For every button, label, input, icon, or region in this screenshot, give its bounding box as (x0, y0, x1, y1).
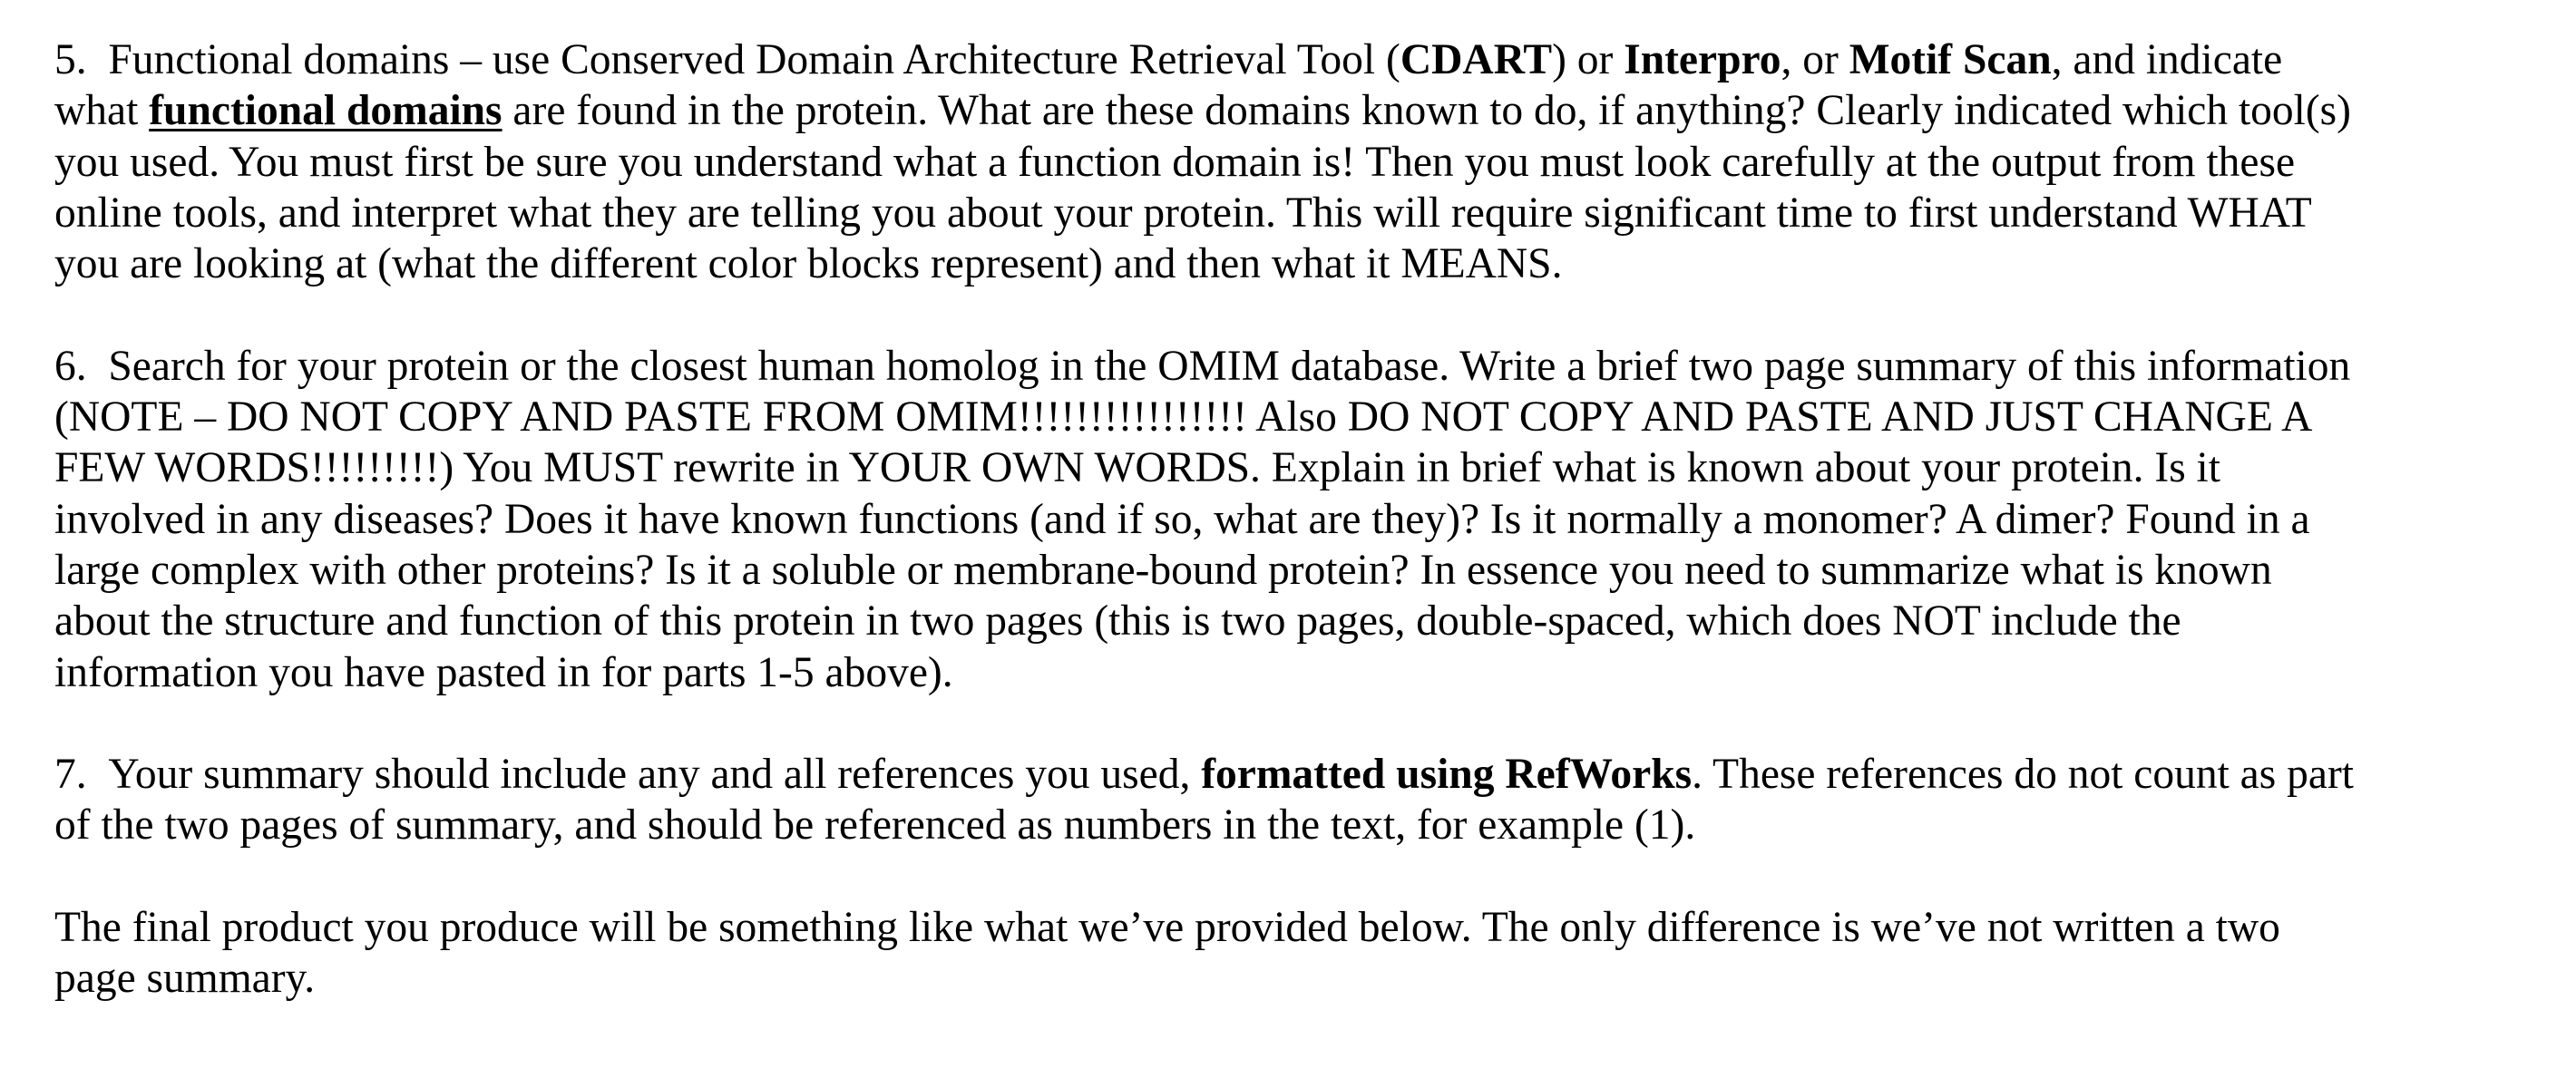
item-6-paragraph (54, 341, 2540, 698)
document-page (54, 34, 2540, 1005)
item-5-text-e: , or (1781, 36, 1849, 83)
item-7-paragraph (54, 749, 2540, 851)
item-6-text-1: Search for your protein or the closest human homolog in the OMIM database. Write a brief two page summary of this information (108, 342, 2351, 390)
item-7-text-a: Your summary should include any and all references you used, (108, 751, 1202, 799)
closing-line-2: page summary. (54, 955, 316, 1003)
item-7-text-c: . These references do not count as part (1692, 751, 2354, 799)
item-7-line-1 (54, 749, 2540, 800)
item-6-line-7: information you have pasted in for parts 1-5 above). (54, 648, 953, 696)
closing-paragraph (54, 902, 2540, 1005)
item-6-line-4: involved in any diseases? Does it have known functions (and if so, what are they)? Is it normally a monomer? A dimer? Found in a (54, 495, 2310, 543)
item-7-number: 7. (54, 751, 87, 799)
item-5-text-a: Functional domains – use Conserved Domain Architecture Retrieval Tool ( (108, 36, 1400, 83)
item-5-text-what: what (54, 87, 150, 135)
item-5-number: 5. (54, 36, 87, 83)
item-5-text-rest: are found in the protein. What are these domains known to do, if anything? Clearly indicated which tool(s) (502, 87, 2351, 135)
interpro-term: Interpro (1624, 36, 1781, 83)
cdart-term: CDART (1400, 36, 1553, 83)
item-6-line-5: large complex with other proteins? Is it a soluble or membrane-bound protein? In essence you need to summarize what is known (54, 546, 2272, 594)
item-5-line-3: you used. You must first be sure you understand what a function domain is! Then you must look carefully at the output from these (54, 138, 2296, 186)
item-5-line-4: online tools, and interpret what they are telling you about your protein. This will require significant time to first understand WHAT (54, 189, 2312, 237)
item-6-line-1 (54, 341, 2540, 392)
item-5-text-c: ) or (1552, 36, 1625, 83)
refworks-term: formatted using RefWorks (1201, 751, 1693, 799)
item-5-line-5: you are looking at (what the different color blocks represent) and then what it MEANS. (54, 240, 1563, 288)
motif-scan-term: Motif Scan (1849, 36, 2052, 83)
functional-domains-term: functional domains (149, 87, 503, 135)
closing-line-1: The final product you produce will be something like what we’ve provided below. The only difference is we’ve not written a two (54, 904, 2280, 952)
item-6-line-3: FEW WORDS!!!!!!!!!) You MUST rewrite in YOUR OWN WORDS. Explain in brief what is known about your protein. Is it (54, 444, 2220, 492)
item-6-line-6: about the structure and function of this protein in two pages (this is two pages, double-spaced, which does NOT include the (54, 597, 2181, 646)
item-6-number: 6. (54, 342, 87, 390)
item-5-paragraph (54, 34, 2540, 289)
item-5-line-1 (54, 34, 2540, 85)
item-7-line-2: of the two pages of summary, and should be referenced as numbers in the text, for example (1). (54, 801, 1696, 850)
item-5-line-2 (54, 85, 2540, 136)
item-5-text-g: , and indicate (2051, 36, 2283, 83)
item-6-line-2: (NOTE – DO NOT COPY AND PASTE FROM OMIM!!!!!!!!!!!!!!!! Also DO NOT COPY AND PASTE AND JUST CHANGE A (54, 393, 2313, 442)
